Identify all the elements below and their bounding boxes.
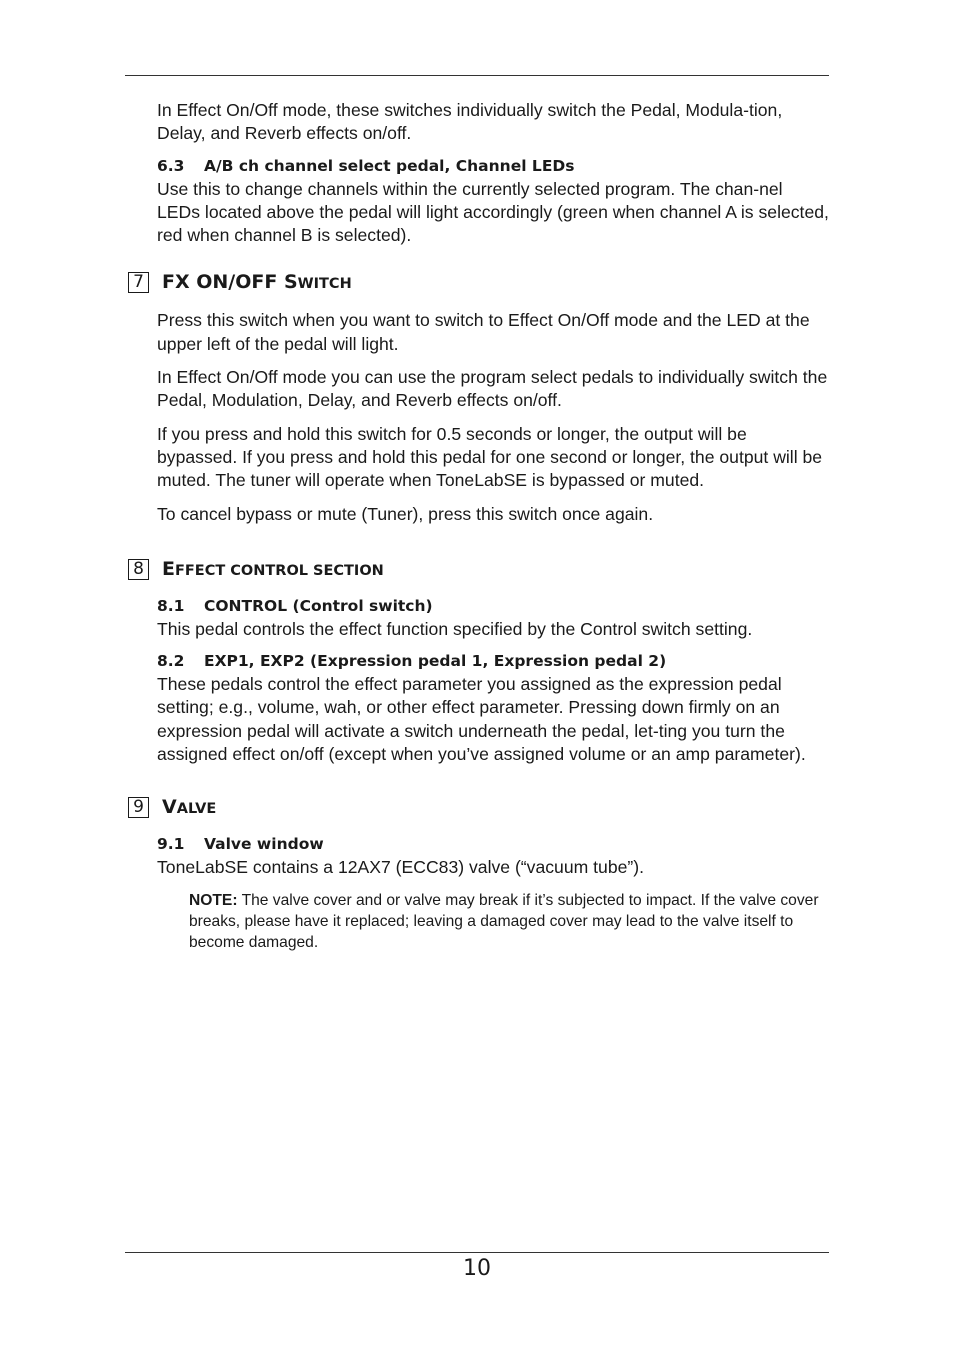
section-number-badge: 9 [128,797,149,818]
subsection-6-3-body: Use this to change channels within the currently selected program. The chan-nel LEDs located above the pedal will light accordingly (green when channel A is selected, red when channel B is selected). [157,178,829,246]
section-title: FX ON/OFF SWITCH [162,271,352,294]
subsection-number: 6.3 [157,156,185,175]
page-number: 10 [463,1256,491,1281]
subsection-9-1-heading: 9.1 Valve window [157,835,324,854]
footer-rule [125,1252,829,1253]
intro-paragraph: In Effect On/Off mode, these switches individually switch the Pedal, Modula-tion, Delay, and Reverb effects on/off. [157,100,783,144]
section-number-badge: 7 [128,272,149,293]
subsection-8-2-heading: 8.2 EXP1, EXP2 (Expression pedal 1, Expression pedal 2) [157,652,667,671]
section-title: EFFECT CONTROL SECTION [162,557,384,580]
subsection-8-2-body: These pedals control the effect parameter you assigned as the expression pedal setting; e.g., volume, wah, or other effect parameter. Pressing down firmly on an expression pedal will activate a switch underneath the pedal, let-ting you turn the assigned effect on/off (except when you’ve assigned volume or an amp parameter). [157,674,806,765]
section-7-paragraph-2: In Effect On/Off mode you can use the program select pedals to individually switch the Pedal, Modulation, Delay, and Reverb effects on/off. [157,367,828,411]
section-7-paragraph-4: To cancel bypass or mute (Tuner), press this switch once again. [157,503,654,524]
subsection-6-3-heading [157,156,829,176]
section-8-heading [128,558,829,584]
note-block [189,890,829,953]
page-content [133,99,829,953]
subsection-9-1-body: ToneLabSE contains a 12AX7 (ECC83) valve (“vacuum tube”). [157,857,645,878]
section-title: VALVE [162,796,217,819]
header-rule [125,75,829,76]
section-7-heading [128,271,829,297]
subsection-8-1-heading: 8.1 CONTROL (Control switch) [157,596,433,615]
section-number-badge: 8 [128,559,149,580]
subsection-title: A/B ch channel select pedal, Channel LEDs [204,156,575,175]
section-7-paragraph-3: If you press and hold this switch for 0.5 seconds or longer, the output will be bypassed. If you press and hold this pedal for one second or longer, the output will be muted. The tuner will operate when ToneLabSE is bypassed or muted. [157,423,823,491]
section-7-paragraph-1: Press this switch when you want to switch to Effect On/Off mode and the LED at the upper left of the pedal will light. [157,310,810,354]
note-label: NOTE: [189,891,238,909]
note-text: The valve cover and or valve may break if it’s subjected to impact. If the valve cover breaks, please have it replaced; leaving a damaged cover may lead to the valve itself to become damaged. [189,891,819,951]
section-9-heading [128,796,829,822]
subsection-8-1-body: This pedal controls the effect function specified by the Control switch setting. [157,618,753,639]
